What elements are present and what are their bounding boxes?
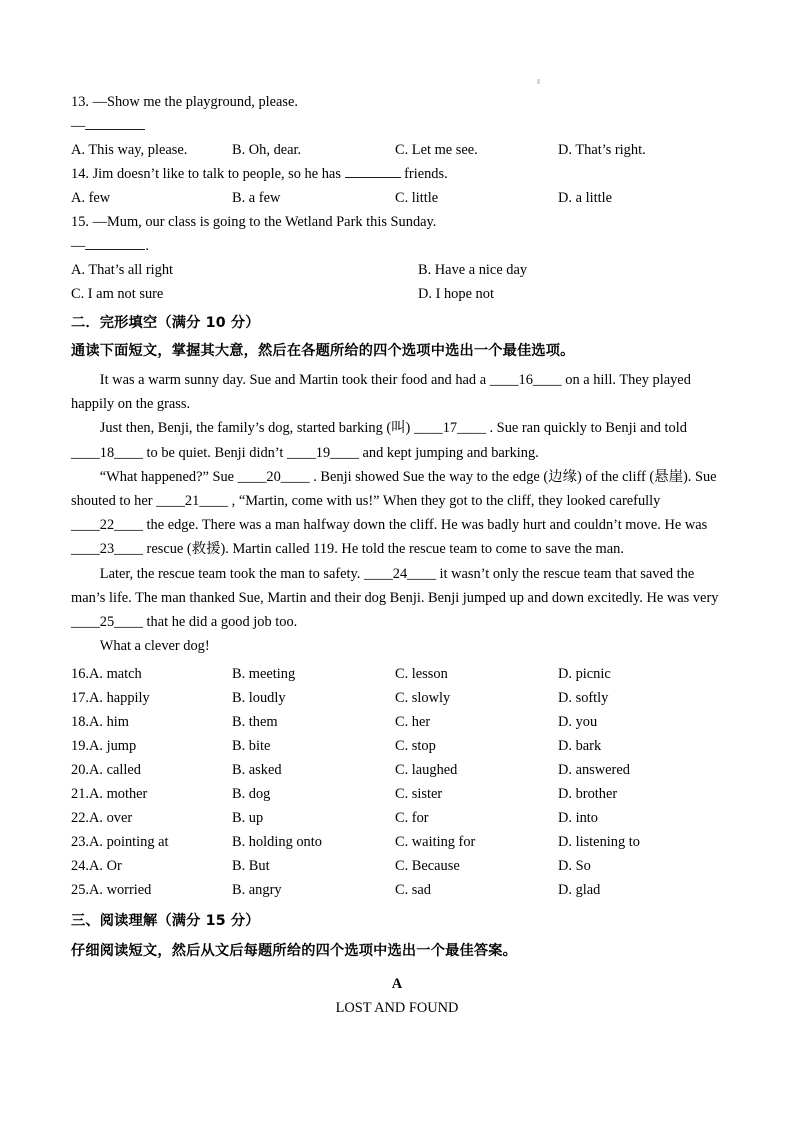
cloze-option-a-label: A. him (89, 714, 129, 731)
question-15-options-row-2 (71, 282, 723, 306)
cloze-option-b[interactable]: B. loudly (232, 690, 286, 707)
cloze-number: 19. (71, 738, 89, 755)
option-c[interactable]: C. Let me see. (395, 142, 478, 158)
cloze-option-c[interactable]: C. her (395, 714, 431, 731)
cloze-option-b[interactable]: B. asked (232, 762, 282, 779)
cloze-options-19 (71, 734, 723, 758)
section-three-instruction: 仔细阅读短文，然后从文后每题所给的四个选项中选出一个最佳答案。 (71, 943, 518, 960)
passage-a-label: A (391, 976, 403, 993)
cloze-option-a-label: A. over (89, 810, 133, 827)
cloze-option-d[interactable]: D. listening to (558, 834, 640, 851)
cloze-option-c[interactable]: C. waiting for (395, 834, 476, 851)
cloze-option-d[interactable]: D. bark (558, 738, 602, 755)
cloze-option-a-label: A. pointing at (89, 834, 169, 851)
option-b[interactable]: B. Oh, dear. (232, 142, 302, 158)
cloze-option-a-label: A. Or (89, 858, 122, 875)
cloze-option-d[interactable]: D. glad (558, 882, 601, 899)
cloze-number: 16. (71, 666, 89, 683)
cloze-paragraph-4: Later, the rescue team took the man to safety. ____24____ it wasn’t only the rescue team that saved the man’s life. The man thanked Sue, Martin and their dog Benji. Benji jumped up and down excitedly. He was very ____25____ that he did a good job too. (71, 565, 719, 631)
cloze-option-b[interactable]: B. dog (232, 786, 271, 803)
option-a[interactable]: A. few (71, 190, 111, 206)
cloze-number: 22. (71, 810, 89, 827)
passage-a-title: LOST AND FOUND (335, 1000, 459, 1017)
dash-mark: — (71, 118, 86, 134)
cloze-option-b[interactable]: B. bite (232, 738, 271, 755)
cloze-option-a[interactable] (71, 662, 142, 686)
question-15-answer-line (71, 234, 723, 258)
option-c[interactable]: C. I am not sure (71, 286, 164, 302)
cloze-option-d[interactable]: D. brother (558, 786, 618, 803)
cloze-options-18 (71, 710, 723, 734)
cloze-option-b[interactable]: B. holding onto (232, 834, 322, 851)
option-c[interactable]: C. little (395, 190, 439, 206)
cloze-option-a[interactable] (71, 878, 151, 902)
cloze-option-a-label: A. happily (89, 690, 150, 707)
cloze-option-a[interactable] (71, 782, 147, 806)
cloze-option-c[interactable]: C. sister (395, 786, 443, 803)
cloze-option-c[interactable]: C. lesson (395, 666, 448, 683)
cloze-option-c[interactable]: C. stop (395, 738, 436, 755)
cloze-options-25 (71, 878, 723, 902)
scan-artifact (537, 79, 540, 84)
cloze-option-a-label: A. mother (89, 786, 148, 803)
section-two-heading: 二．完形填空（满分 10 分） (71, 315, 260, 331)
cloze-option-a-label: A. called (89, 762, 141, 779)
cloze-number: 21. (71, 786, 89, 803)
cloze-option-c[interactable]: C. Because (395, 858, 460, 875)
answer-blank (85, 116, 145, 130)
cloze-options-16 (71, 662, 723, 686)
cloze-option-d[interactable]: D. you (558, 714, 598, 731)
option-b[interactable]: B. a few (232, 190, 281, 206)
cloze-number: 25. (71, 882, 89, 899)
cloze-option-a[interactable] (71, 830, 169, 854)
cloze-option-c[interactable]: C. sad (395, 882, 431, 899)
dash-mark: — (71, 238, 86, 254)
question-15-stem-after: . (145, 238, 149, 254)
question-15-options-row-1 (71, 258, 723, 282)
question-13-options (71, 138, 723, 162)
cloze-option-d[interactable]: D. picnic (558, 666, 611, 683)
section-three-heading: 三、阅读理解（满分 15 分） (71, 913, 260, 930)
answer-blank (85, 236, 145, 250)
cloze-number: 17. (71, 690, 89, 707)
cloze-options-24 (71, 854, 723, 878)
cloze-number: 18. (71, 714, 89, 731)
cloze-option-a[interactable] (71, 734, 136, 758)
question-13-answer-line (71, 114, 723, 138)
cloze-number: 20. (71, 762, 89, 779)
option-d[interactable]: D. a little (558, 190, 612, 206)
cloze-option-a[interactable] (71, 758, 141, 782)
cloze-number: 24. (71, 858, 89, 875)
cloze-paragraph-1: It was a warm sunny day. Sue and Martin took their food and had a ____16____ on a hill. They played happily on the grass. (71, 372, 691, 413)
option-d[interactable]: D. I hope not (418, 286, 494, 302)
cloze-options-20 (71, 758, 723, 782)
cloze-option-a[interactable] (71, 854, 122, 878)
cloze-paragraph-3: “What happened?” Sue ____20____ . Benji showed Sue the way to the edge (边缘) of the cliff (悬崖). Sue shouted to her ____21____ , “Martin, come with us!” When they got to the cliff, they looked carefully ____22____ the edge. There was a man halfway down the cliff. He was badly hurt and couldn’t move. He was ____23____ rescue (救援). Martin called 119. He told the rescue team to come to save the man. (71, 468, 717, 558)
cloze-option-a-label: A. worried (89, 882, 152, 899)
option-a[interactable]: A. That’s all right (71, 262, 174, 278)
cloze-option-d[interactable]: D. answered (558, 762, 630, 779)
cloze-options-17 (71, 686, 723, 710)
cloze-option-a[interactable] (71, 710, 129, 734)
option-d[interactable]: D. That’s right. (558, 142, 646, 158)
question-13-stem: 13. —Show me the playground, please. (71, 94, 299, 110)
question-14-options (71, 186, 723, 210)
cloze-option-d[interactable]: D. softly (558, 690, 609, 707)
cloze-paragraph-2: Just then, Benji, the family’s dog, started barking (叫) ____17____ . Sue ran quickly to Benji and told ____18____ to be quiet. Benji didn’t ____19____ and kept jumping and barking. (71, 420, 687, 461)
cloze-number: 23. (71, 834, 89, 851)
question-14-stem-after: friends. (400, 166, 448, 182)
cloze-option-b[interactable]: B. meeting (232, 666, 296, 683)
option-a[interactable]: A. This way, please. (71, 142, 188, 158)
cloze-option-a-label: A. match (89, 666, 142, 683)
cloze-options-22 (71, 806, 723, 830)
cloze-option-a[interactable] (71, 806, 132, 830)
cloze-options-23 (71, 830, 723, 854)
page-content (71, 90, 723, 1020)
question-14-stem-before: 14. Jim doesn’t like to talk to people, so he has (71, 166, 345, 182)
cloze-option-d[interactable]: D. into (558, 810, 598, 827)
cloze-option-c[interactable]: C. laughed (395, 762, 458, 779)
cloze-option-c[interactable]: C. slowly (395, 690, 451, 707)
section-two-instruction: 通读下面短文，掌握其大意，然后在各题所给的四个选项中选出一个最佳选项。 (71, 343, 575, 359)
cloze-option-b[interactable]: B. angry (232, 882, 282, 899)
cloze-option-b[interactable]: B. But (232, 858, 270, 875)
cloze-option-b[interactable]: B. them (232, 714, 278, 731)
cloze-option-a-label: A. jump (89, 738, 137, 755)
answer-blank (345, 164, 401, 178)
cloze-option-c[interactable]: C. for (395, 810, 429, 827)
option-b[interactable]: B. Have a nice day (418, 262, 528, 278)
cloze-option-a[interactable] (71, 686, 150, 710)
cloze-option-d[interactable]: D. So (558, 858, 591, 875)
cloze-options-21 (71, 782, 723, 806)
question-14-stem (71, 162, 723, 186)
cloze-option-b[interactable]: B. up (232, 810, 264, 827)
cloze-paragraph-5: What a clever dog! (99, 638, 210, 655)
question-15-stem: 15. —Mum, our class is going to the Wetland Park this Sunday. (71, 214, 437, 230)
